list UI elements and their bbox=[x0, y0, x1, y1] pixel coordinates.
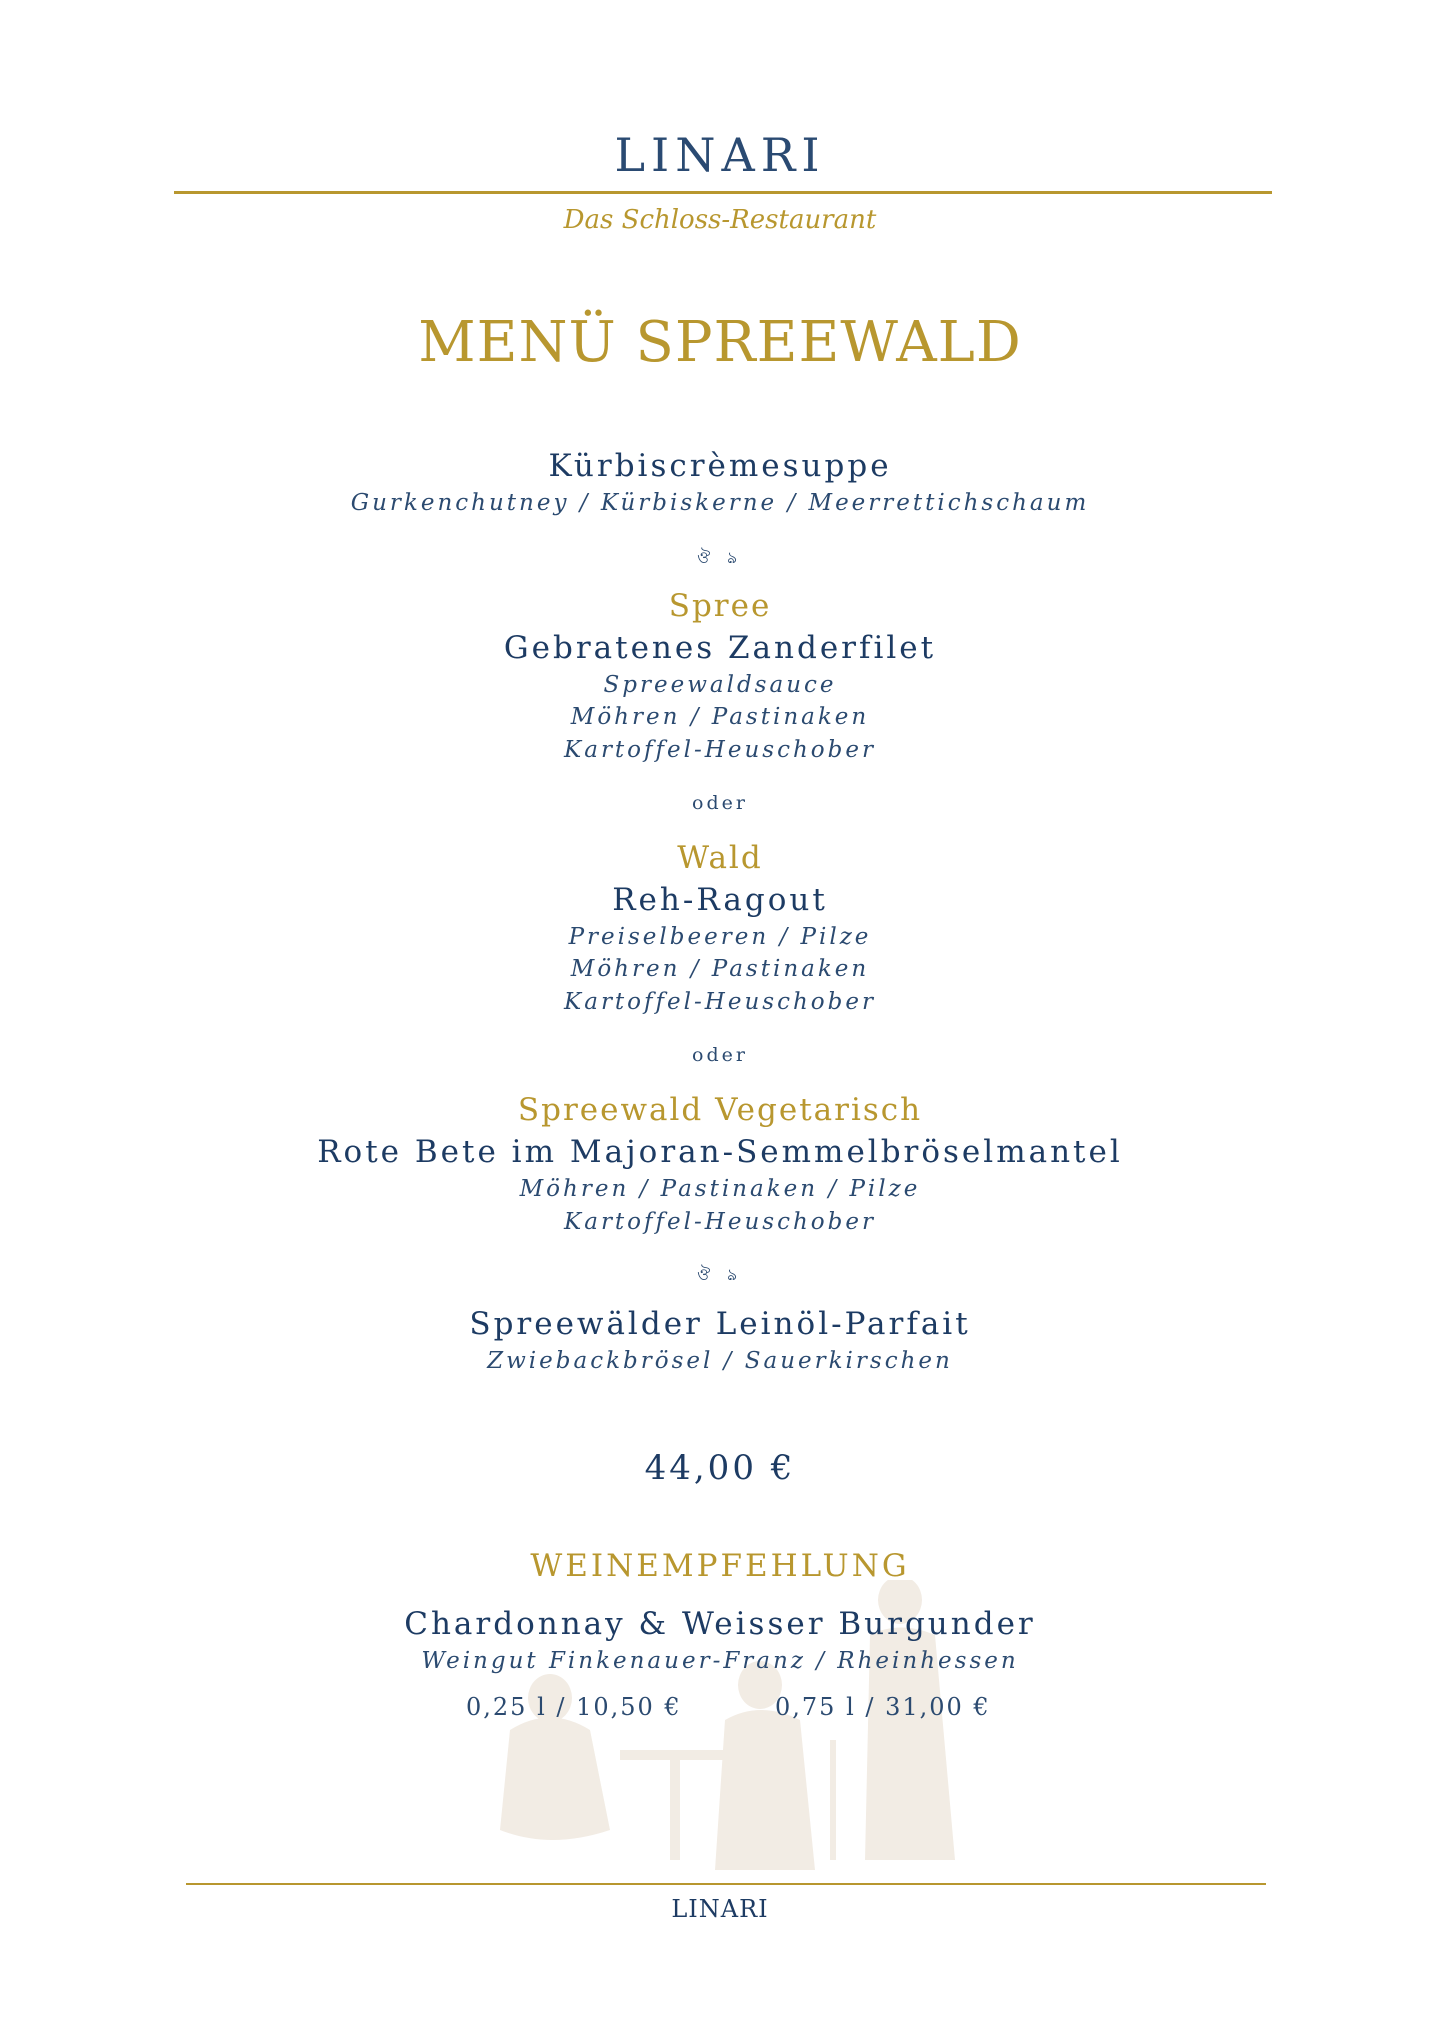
footer-brand: LINARI bbox=[671, 1895, 769, 1923]
wine-heading: WEINEMPFEHLUNG bbox=[530, 1548, 910, 1584]
ornament-divider: ঔ ঌ bbox=[697, 548, 743, 567]
main-desc-line: Möhren / Pastinaken bbox=[570, 956, 870, 982]
starter-desc: Gurkenchutney / Kürbiskerne / Meerrettichschaum bbox=[350, 490, 1090, 516]
wine-price-glass: 0,25 l / 10,50 € bbox=[466, 1693, 682, 1721]
restaurant-subtitle: Das Schloss-Restaurant bbox=[563, 205, 877, 235]
ornament-divider: ঔ ঌ bbox=[697, 1265, 743, 1284]
main-category-vegetarisch: Spreewald Vegetarisch bbox=[517, 1092, 923, 1128]
wine-price-bottle: 0,75 l / 31,00 € bbox=[775, 1693, 991, 1721]
dessert-desc: Zwiebackbrösel / Sauerkirschen bbox=[487, 1348, 953, 1374]
menu-title: MENÜ SPREEWALD bbox=[418, 310, 1022, 375]
wine-origin: Weingut Finkenauer-Franz / Rheinhessen bbox=[421, 1648, 1019, 1674]
footer-rule bbox=[186, 1883, 1266, 1885]
main-desc-line: Kartoffel-Heuschober bbox=[564, 1209, 876, 1235]
wine-name: Chardonnay & Weisser Burgunder bbox=[404, 1606, 1036, 1642]
main-desc-line: Kartoffel-Heuschober bbox=[564, 989, 876, 1015]
header-rule bbox=[174, 191, 1272, 194]
main-desc-line: Spreewaldsauce bbox=[603, 672, 837, 698]
main-category-spree: Spree bbox=[668, 588, 772, 624]
main-category-wald: Wald bbox=[677, 840, 763, 876]
oder-separator: oder bbox=[692, 1044, 748, 1066]
main-dish-spree: Gebratenes Zanderfilet bbox=[503, 630, 937, 666]
main-desc-line: Kartoffel-Heuschober bbox=[564, 737, 876, 763]
main-desc-line: Möhren / Pastinaken bbox=[570, 704, 870, 730]
menu-price: 44,00 € bbox=[644, 1448, 796, 1488]
main-dish-wald: Reh-Ragout bbox=[612, 882, 828, 918]
restaurant-brand: LINARI bbox=[614, 128, 826, 182]
main-dish-vegetarisch: Rote Bete im Majoran-Semmelbröselmantel bbox=[317, 1134, 1123, 1170]
main-desc-line: Preiselbeeren / Pilze bbox=[568, 924, 872, 950]
starter-dish: Kürbiscrèmesuppe bbox=[548, 448, 892, 484]
oder-separator: oder bbox=[692, 792, 748, 814]
main-desc-line: Möhren / Pastinaken / Pilze bbox=[519, 1176, 921, 1202]
dessert-dish: Spreewälder Leinöl-Parfait bbox=[469, 1306, 971, 1342]
